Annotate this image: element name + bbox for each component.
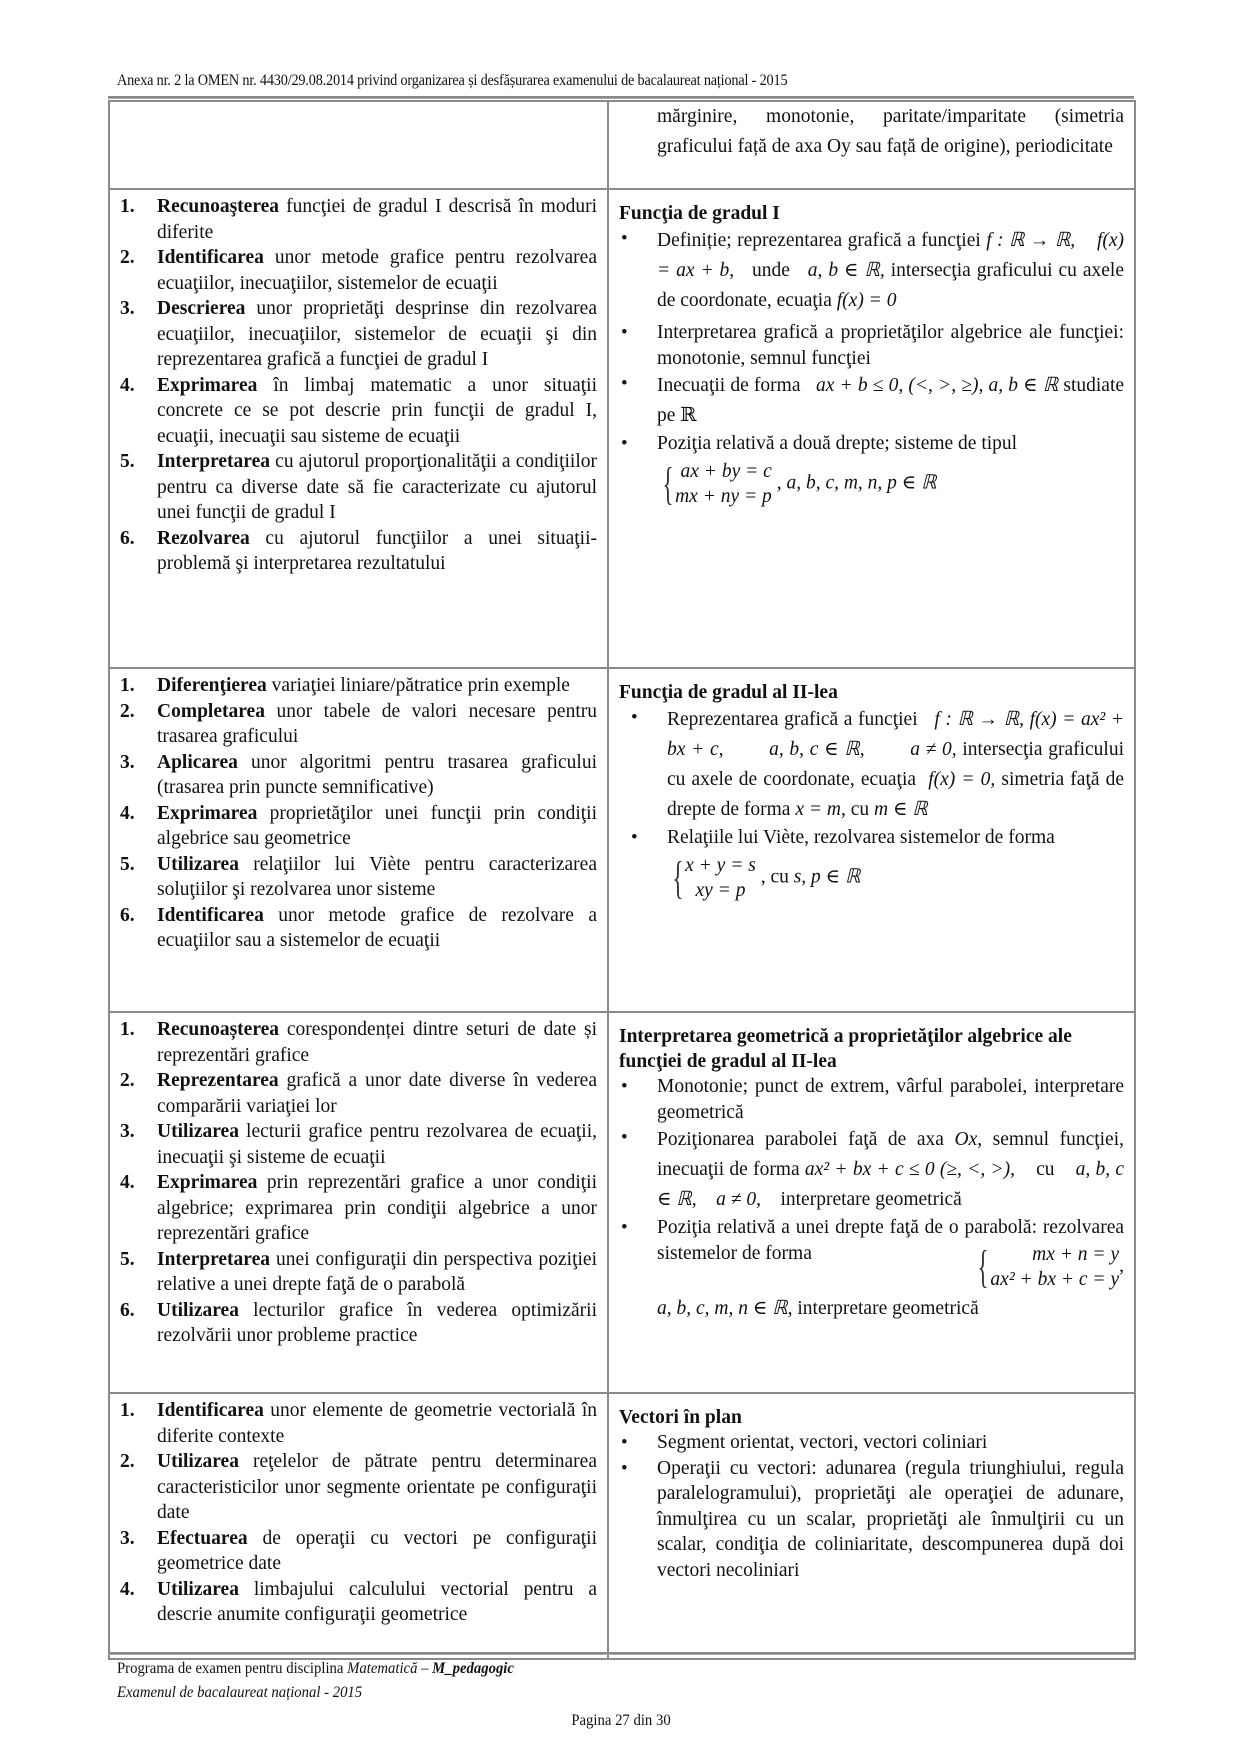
content-text: Operaţii cu vectori: adunarea (regula triunghiului, regula paralelogramului), proprietăţi ale operaţiei de adunare, înmulţirea cu un scalar, proprietăţi ale înmulţirii cu un scalar, condiţia de coliniaritate, descompunerea după doi vectori necoliniari xyxy=(657,1457,1124,1581)
competence-text: în limbaj matematic a unor situaţii concrete ce se pot descrie prin funcţii de gradul I, ecuaţii, inecuaţii sau sisteme de ecuaţii xyxy=(157,374,597,447)
content-text: intersecţia graficului cu axele de coordonate, ecuaţia xyxy=(657,260,1125,311)
competence-number: 4. xyxy=(120,374,135,396)
competence-number: 3. xyxy=(120,1527,135,1549)
competence-item xyxy=(120,1068,597,1119)
competence-text: unor metode grafice de rezolvare a ecuaţiilor sau a sistemelor de ecuaţii xyxy=(157,904,597,951)
content-text: studiate pe ℝ xyxy=(657,375,1125,426)
bullet-icon: • xyxy=(631,827,638,848)
competence-verb: Exprimarea xyxy=(157,802,258,824)
content-item xyxy=(619,1456,1124,1584)
competence-item xyxy=(120,1170,597,1247)
content-item xyxy=(619,431,1124,511)
competence-verb: Identificarea xyxy=(157,1400,264,1421)
system-line: ax² + bx + c = y xyxy=(990,1269,1120,1290)
bullet-icon: • xyxy=(621,1076,628,1097)
math-expression: m ∈ ℝ xyxy=(874,799,928,820)
competence-item xyxy=(120,673,597,699)
competence-number: 2. xyxy=(120,247,135,268)
content-text: Reprezentarea grafică a funcţiei xyxy=(667,709,918,730)
content-item xyxy=(619,1215,1124,1324)
competence-verb: Interpretarea xyxy=(157,451,270,472)
competence-text: grafică a unor date diverse în vederea comparării variaţiei lor xyxy=(157,1070,597,1117)
competence-item xyxy=(120,1577,597,1628)
competence-verb: Reprezentarea xyxy=(157,1070,279,1091)
footer-dash: – xyxy=(417,1660,433,1677)
competence-text: unor algoritmi pentru trasarea graficului (trasarea prin puncte semnificative) xyxy=(157,751,597,798)
competence-item xyxy=(120,1398,597,1449)
equation-system xyxy=(667,853,756,903)
curriculum-table xyxy=(108,100,1136,1660)
math-expression: s, p ∈ ℝ xyxy=(793,865,861,887)
content-text: Relaţiile lui Viète, rezolvarea sistemelor de forma xyxy=(667,827,1055,848)
competence-item xyxy=(120,1449,597,1526)
competence-number: 6. xyxy=(120,527,135,549)
system-line: mx + ny = p xyxy=(675,485,772,507)
competence-text: lecturilor grafice în vederea optimizării rezolvării unor probleme practice xyxy=(157,1299,597,1346)
math-expression: ax² + bx + c ≤ 0 xyxy=(804,1159,935,1180)
competence-text: relaţiilor lui Viète pentru caracterizarea soluţiilor şi rezolvarea unor sisteme xyxy=(157,853,597,900)
content-item xyxy=(619,705,1124,825)
competence-item xyxy=(120,1017,597,1068)
brace-icon: { xyxy=(977,1241,989,1292)
math-expression: (≥, <, >), xyxy=(939,1159,1016,1180)
competence-text: de operaţii cu vectori pe configuraţii geometrice date xyxy=(157,1527,597,1574)
competence-verb: Interpretarea xyxy=(157,1248,270,1270)
math-expression: f : ℝ → ℝ, xyxy=(986,230,1076,251)
content-text: Monotonie; punct de extrem, vârful parabolei, interpretare geometrică xyxy=(657,1076,1124,1123)
table-row xyxy=(109,1393,1135,1659)
math-expression: f(x) = ax² + bx + c, xyxy=(667,709,1125,760)
competence-item xyxy=(120,1526,597,1577)
contents-list xyxy=(619,1074,1124,1324)
system-line: x + y = s xyxy=(685,854,756,876)
content-text: , semnul funcţiei, inecuaţii de forma xyxy=(657,1129,1125,1180)
competences-cell xyxy=(109,1393,608,1659)
footer-profile: M_pedagogic xyxy=(432,1660,514,1677)
contents-cell xyxy=(608,101,1135,189)
competence-verb: Efectuarea xyxy=(157,1527,248,1549)
competence-text: corespondenței dintre seturi de date și reprezentări grafice xyxy=(157,1019,597,1066)
competence-number: 1. xyxy=(120,1400,135,1421)
competence-text: funcţiei de gradul I descrisă în moduri diferite xyxy=(157,196,597,243)
competence-item xyxy=(120,801,597,852)
header-rule xyxy=(108,96,1134,99)
content-text: Poziţionarea parabolei faţă de axa xyxy=(657,1129,944,1150)
bullet-icon: • xyxy=(621,228,628,249)
math-expression: , a, b, c, m, n, p ∈ ℝ xyxy=(776,471,937,493)
competence-verb: Utilizarea xyxy=(157,1299,239,1321)
competence-item xyxy=(120,1247,597,1298)
footer-text: Programa de examen pentru disciplina xyxy=(117,1660,348,1677)
competence-verb: Recunoașterea xyxy=(157,1019,280,1040)
competence-number: 2. xyxy=(120,700,135,722)
math-expression: f(x) = ax + b, xyxy=(657,230,1125,281)
content-item xyxy=(619,1074,1124,1125)
contents-cell xyxy=(608,1012,1135,1393)
content-text: Poziţia relativă a două drepte; sisteme de tipul xyxy=(657,433,1018,454)
content-text: cu xyxy=(1036,1159,1055,1180)
competence-text: unor elemente de geometrie vectorială în diferite contexte xyxy=(157,1400,597,1447)
content-text: simetria faţă de drepte de forma xyxy=(667,769,1125,820)
competence-number: 4. xyxy=(120,1172,135,1193)
competence-number: 2. xyxy=(120,1070,135,1091)
competence-number: 1. xyxy=(120,196,135,217)
competence-number: 5. xyxy=(120,1248,135,1270)
competence-number: 5. xyxy=(120,451,135,472)
competence-item xyxy=(120,373,597,450)
competence-verb: Descrierea xyxy=(157,298,246,319)
competence-verb: Rezolvarea xyxy=(157,527,250,549)
competence-item xyxy=(120,526,597,577)
content-text: Definiție; reprezentarea grafică a funcţiei xyxy=(657,230,981,251)
contents-cell xyxy=(608,668,1135,1012)
math-expression: f(x) = 0, xyxy=(928,769,996,790)
section-title: Funcţia de gradul al II-lea xyxy=(619,682,838,703)
bullet-icon: • xyxy=(621,1127,628,1148)
competence-item xyxy=(120,194,597,245)
math-expression: a, b, c ∈ ℝ, xyxy=(769,739,865,760)
content-text: Inecuaţii de forma xyxy=(657,375,801,396)
bullet-icon: • xyxy=(621,1432,628,1453)
competence-number: 3. xyxy=(120,1121,135,1142)
bullet-icon: • xyxy=(621,373,628,394)
competences-cell xyxy=(109,668,608,1012)
competences-list xyxy=(110,669,607,954)
competence-verb: Recunoaşterea xyxy=(157,196,280,217)
equation-system xyxy=(657,459,772,509)
brace-icon: { xyxy=(672,851,684,903)
competence-number: 5. xyxy=(120,853,135,875)
content-text: , cu xyxy=(760,865,789,887)
bullet-icon: • xyxy=(631,707,638,728)
footer-exam: Examenul de bacalaureat național - 2015 xyxy=(117,1684,363,1701)
competence-text: unor tabele de valori necesare pentru trasarea graficului xyxy=(157,700,597,747)
footer-subject: Matematică xyxy=(347,1660,418,1677)
content-continuation: mărginire, monotonie, paritate/imparitate (simetria graficului față de axa Oy sau față de origine), periodicitate xyxy=(657,106,1124,157)
content-item xyxy=(619,226,1124,316)
math-expression: a, b, c, m, n ∈ ℝ xyxy=(657,1298,788,1319)
system-line: mx + n = y xyxy=(1032,1244,1120,1265)
content-item xyxy=(619,371,1124,431)
competence-item xyxy=(120,245,597,296)
system-line: ax + by = c xyxy=(680,460,772,482)
contents-list xyxy=(619,705,1124,905)
brace-icon: { xyxy=(662,457,674,509)
content-text: intersecţia graficului cu axele de coordonate, ecuaţia xyxy=(667,739,1124,790)
competence-number: 6. xyxy=(120,904,135,926)
competence-item xyxy=(120,449,597,526)
page-header: Anexa nr. 2 la OMEN nr. 4430/29.08.2014 privind organizarea și desfășurarea examenului de bacalaureat național - 2015 xyxy=(117,72,788,89)
math-expression: ax + b ≤ 0, (<, >, ≥), a, b ∈ ℝ xyxy=(815,375,1059,396)
content-text: , xyxy=(1119,1255,1124,1277)
math-expression: f(x) = 0 xyxy=(836,290,897,311)
competence-text: variaţiei liniare/pătratice prin exemple xyxy=(266,675,570,696)
competence-item xyxy=(120,699,597,750)
competence-verb: Completarea xyxy=(157,700,265,722)
content-text: Poziţia relativă a unei drepte faţă de o parabolă: rezolvarea sistemelor de forma xyxy=(657,1217,1124,1264)
competence-item xyxy=(120,903,597,954)
math-expression: Ox xyxy=(954,1129,978,1150)
footer-program xyxy=(117,1660,514,1678)
content-item xyxy=(619,1125,1124,1215)
competence-text: cu ajutorul proporţionalităţii a condiţiilor pentru ca diverse date să fie caracterizate cu ajutorul unei funcţii de gradul I xyxy=(157,451,597,523)
footer-rule xyxy=(108,1652,1134,1655)
bullet-icon: • xyxy=(621,1217,628,1238)
math-expression: a ≠ 0, xyxy=(910,739,957,760)
competence-item xyxy=(120,750,597,801)
math-expression: a, b ∈ ℝ, xyxy=(807,260,885,281)
equation-system xyxy=(972,1242,1119,1292)
competence-verb: Utilizarea xyxy=(157,1578,239,1600)
competence-text: unei configuraţii din perspectiva poziţiei relative a unei drepte faţă de o parabolă xyxy=(157,1248,597,1295)
math-expression: a ≠ 0, xyxy=(716,1189,761,1210)
competence-number: 6. xyxy=(120,1299,135,1321)
section-title: Funcţia de gradul I xyxy=(619,203,780,224)
competence-number: 3. xyxy=(120,298,135,319)
content-text: , interpretare geometrică xyxy=(787,1298,979,1319)
math-expression: f : ℝ → ℝ, xyxy=(934,709,1024,730)
table-row xyxy=(109,101,1135,189)
competences-list xyxy=(110,1013,607,1349)
competence-verb: Utilizarea xyxy=(157,1121,239,1142)
competence-text: cu ajutorul funcţiilor a unei situaţii-problemă şi interpretarea rezultatului xyxy=(157,527,597,574)
section-title: Interpretarea geometrică a proprietăţilor algebrice ale funcţiei de gradul al II-lea xyxy=(619,1026,1072,1072)
competences-list xyxy=(110,190,607,577)
competence-verb: Utilizarea xyxy=(157,1451,239,1472)
system-line: xy = p xyxy=(695,879,746,901)
content-text: interpretare geometrică xyxy=(780,1189,962,1210)
contents-cell xyxy=(608,189,1135,668)
content-item xyxy=(619,1430,1124,1456)
contents-list xyxy=(619,226,1124,511)
competence-text: reţelelor de pătrate pentru determinarea caracteristicilor unor segmente orientate pe configuraţii date xyxy=(157,1451,597,1523)
competence-verb: Exprimarea xyxy=(157,374,258,396)
competences-cell xyxy=(109,101,608,189)
competence-verb: Identificarea xyxy=(157,904,264,926)
page-number xyxy=(0,1712,1241,1730)
content-item xyxy=(619,320,1124,371)
bullet-icon: • xyxy=(621,433,628,454)
competence-number: 1. xyxy=(120,675,135,696)
content-item xyxy=(619,825,1124,905)
content-text: Interpretarea grafică a proprietăţilor algebrice ale funcţiei: monotonie, semnul funcţiei xyxy=(657,322,1124,369)
competence-item xyxy=(120,852,597,903)
competence-verb: Exprimarea xyxy=(157,1172,258,1193)
competence-text: proprietăţilor unei funcţii prin condiţii algebrice sau geometrice xyxy=(157,802,597,849)
competence-text: prin reprezentări grafice a unor condiţii algebrice; exprimarea prin condiţii algebrice a unor reprezentări grafice xyxy=(157,1172,597,1244)
math-expression: x = m, xyxy=(795,799,846,820)
competence-number: 2. xyxy=(120,1451,135,1472)
competence-number: 1. xyxy=(120,1019,135,1040)
table-row xyxy=(109,189,1135,668)
competence-item xyxy=(120,1298,597,1349)
competence-verb: Diferenţierea xyxy=(157,675,267,696)
page-number-text: Pagina 27 din 30 xyxy=(570,1712,671,1729)
competence-verb: Identificarea xyxy=(157,247,264,268)
bullet-icon: • xyxy=(621,322,628,343)
content-text: cu xyxy=(850,799,870,820)
table-row xyxy=(109,668,1135,1012)
competence-item xyxy=(120,296,597,373)
content-text: unde xyxy=(752,260,790,281)
contents-cell xyxy=(608,1393,1135,1659)
competence-number: 3. xyxy=(120,751,135,773)
bullet-icon: • xyxy=(621,1457,628,1479)
math-expression: a, b, c ∈ ℝ, xyxy=(657,1159,1124,1210)
competence-text: unor metode grafice pentru rezolvarea ecuaţiilor, inecuaţiilor, sistemelor de ecuaţii xyxy=(157,247,597,294)
competence-number: 4. xyxy=(120,802,135,824)
competence-verb: Utilizarea xyxy=(157,853,239,875)
competence-text: limbajului calculului vectorial pentru a descrie anumite configuraţii geometrice xyxy=(157,1578,597,1625)
competence-item xyxy=(120,1119,597,1170)
competences-list xyxy=(110,1394,607,1628)
competences-cell xyxy=(109,1012,608,1393)
competence-text: unor proprietăţi desprinse din rezolvarea ecuaţiilor, inecuaţiilor, sistemelor de ecuaţii şi din reprezentarea grafică a funcţiei de gradul I xyxy=(157,298,597,370)
section-title: Vectori în plan xyxy=(619,1407,742,1428)
contents-list xyxy=(619,1430,1124,1583)
competence-text: lecturii grafice pentru rezolvarea de ecuaţii, inecuaţii şi sisteme de ecuaţii xyxy=(157,1121,597,1168)
competence-number: 4. xyxy=(120,1578,135,1600)
table-row xyxy=(109,1012,1135,1393)
competence-verb: Aplicarea xyxy=(157,751,238,773)
competences-cell xyxy=(109,189,608,668)
content-text: Segment orientat, vectori, vectori coliniari xyxy=(657,1432,988,1453)
